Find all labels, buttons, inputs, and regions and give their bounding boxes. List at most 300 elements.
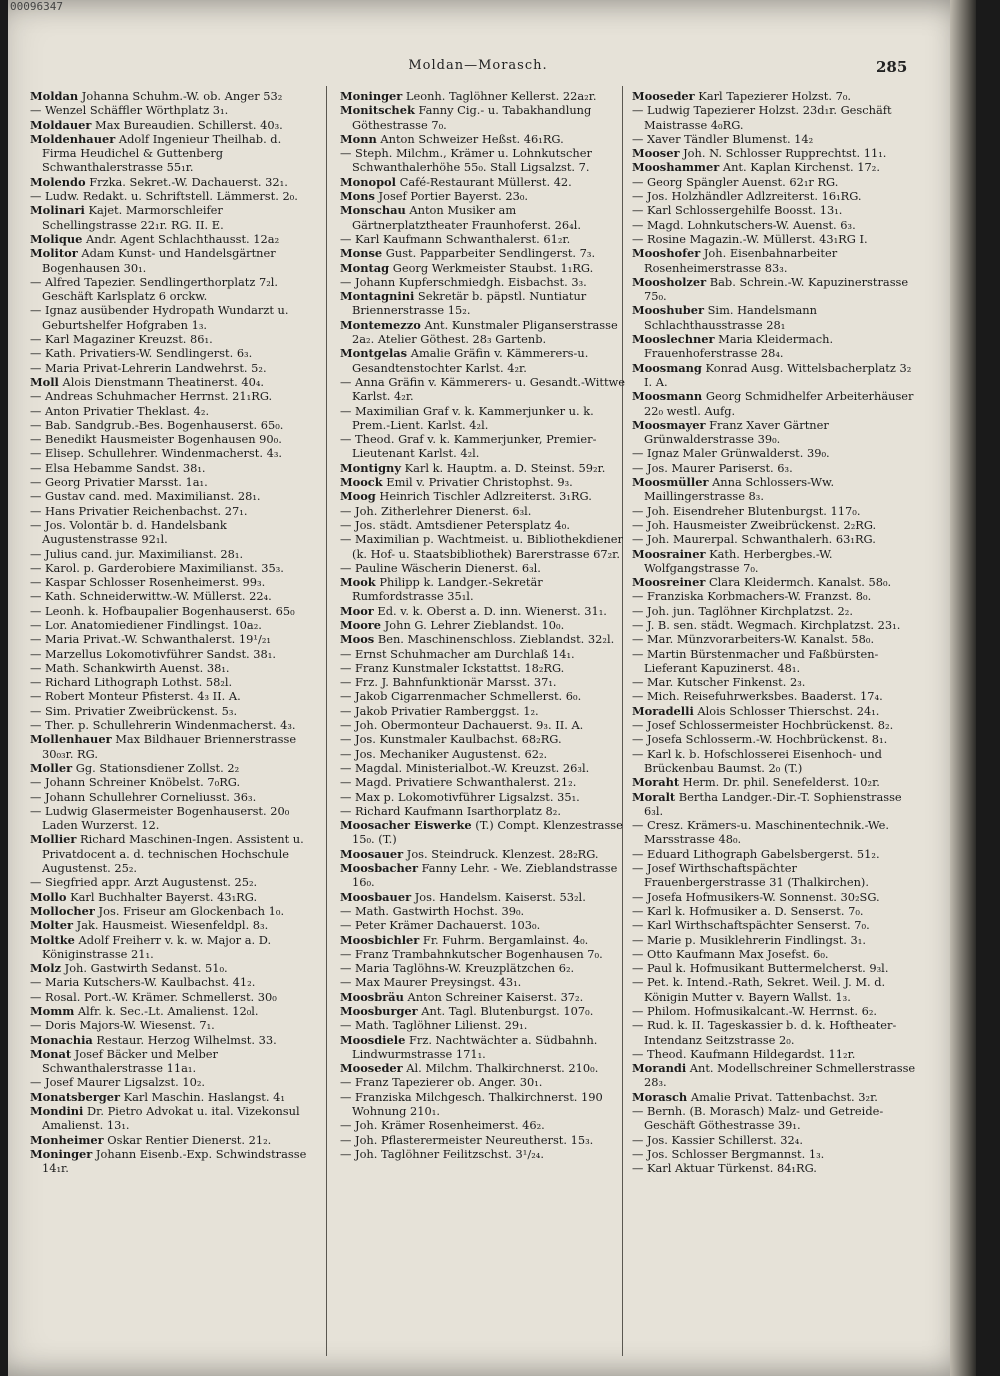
directory-entry xyxy=(340,661,626,675)
entry-details: Adolf Ingenieur Theilhab. d. Firma Heudichel & Guttenberg Schwanthalerstrasse 55₁r. xyxy=(42,131,282,175)
entry-surname: — xyxy=(30,775,42,790)
directory-entry xyxy=(632,103,918,132)
entry-details: Karl k. Hauptm. a. D. Steinst. 59₂r. xyxy=(400,460,606,475)
entry-surname: — xyxy=(632,446,644,461)
entry-details: Josef Wirthschaftspächter Frauenbergerstrasse 31 (Thalkirchen). xyxy=(643,861,869,890)
entry-surname: Moldan xyxy=(30,89,79,103)
directory-entry xyxy=(340,689,626,703)
entry-surname: — xyxy=(340,146,352,161)
directory-entry xyxy=(632,575,918,589)
entry-surname: — xyxy=(632,231,644,246)
entry-surname: Molz xyxy=(30,961,62,976)
directory-entry xyxy=(632,189,918,203)
entry-surname: Moosauer xyxy=(340,846,404,861)
directory-entry xyxy=(30,675,316,689)
entry-surname: — xyxy=(632,203,644,218)
directory-entry xyxy=(632,689,918,703)
entry-surname: Moralt xyxy=(632,789,676,804)
directory-entry xyxy=(340,775,626,789)
directory-column-2 xyxy=(340,89,626,1161)
directory-entry xyxy=(30,518,316,547)
entry-surname: — xyxy=(340,1146,352,1161)
directory-entry xyxy=(632,232,918,246)
entry-details: J. B. sen. städt. Wegmach. Kirchplatzst. 23₁. xyxy=(643,617,901,632)
directory-entry xyxy=(30,203,316,232)
entry-surname: — xyxy=(340,231,352,246)
entry-details: Marzellus Lokomotivführer Sandst. 38₁. xyxy=(41,646,276,661)
directory-entry xyxy=(30,1147,316,1176)
entry-details: Joh. Zitherlehrer Dienerst. 6₃l. xyxy=(351,503,532,518)
entry-details: Johann Schullehrer Corneliusst. 36₃. xyxy=(41,789,257,804)
entry-details: Joh. Gastwirth Sedanst. 51₀. xyxy=(61,961,228,976)
entry-surname: — xyxy=(30,103,42,118)
entry-surname: — xyxy=(632,1018,644,1033)
directory-entry xyxy=(340,890,626,904)
entry-surname: Moltke xyxy=(30,932,75,947)
entry-details: Josefa Schlosserm.-W. Hochbrückenst. 8₁. xyxy=(643,732,888,747)
directory-entry xyxy=(340,732,626,746)
entry-details: Kajet. Marmorschleifer Schellingstrasse 22₁r. RG. II. E. xyxy=(42,203,224,232)
entry-surname: Moosdiele xyxy=(340,1032,406,1047)
entry-details: Bertha Landger.-Dir.-T. Sophienstrasse 6₃l. xyxy=(644,789,902,818)
entry-details: Ben. Maschinenschloss. Zieblandst. 32₂l. xyxy=(374,632,615,647)
entry-surname: Moore xyxy=(340,617,382,632)
entry-details: Franz Xaver Gärtner Grünwalderstrasse 39₀. xyxy=(644,417,829,447)
entry-details: Eduard Lithograph Gabelsbergerst. 51₂. xyxy=(643,846,880,861)
entry-details: Ther. p. Schullehrerin Windenmacherst. 4₃. xyxy=(41,718,296,733)
entry-details: Josef Schlossermeister Hochbrückenst. 8₂. xyxy=(643,718,894,733)
entry-details: Jos. Holzhändler Adlzreiterst. 16₁RG. xyxy=(643,189,862,204)
directory-entry xyxy=(30,375,316,389)
entry-details: Jos. Kunstmaler Kaulbachst. 68₂RG. xyxy=(351,732,562,747)
entry-surname: — xyxy=(632,918,644,933)
entry-surname: Molter xyxy=(30,918,74,933)
directory-entry xyxy=(340,632,626,646)
entry-surname: — xyxy=(632,103,644,118)
entry-details: Maria Privat-Lehrerin Landwehrst. 5₂. xyxy=(41,360,267,375)
entry-surname: — xyxy=(340,432,352,447)
entry-details: Kaspar Schlosser Rosenheimerst. 99₃. xyxy=(41,575,266,590)
entry-surname: — xyxy=(30,803,42,818)
entry-surname: — xyxy=(340,1089,352,1104)
entry-surname: — xyxy=(632,689,644,704)
entry-surname: — xyxy=(30,503,42,518)
directory-entry xyxy=(632,203,918,217)
directory-entry xyxy=(632,918,918,932)
entry-surname: Moosmang xyxy=(632,360,702,375)
entry-details: Karl k. b. Hofschlosserei Eisenhoch- und Brückenbau Baumst. 2₀ (T.) xyxy=(643,746,882,775)
entry-details: Theod. Graf v. k. Kammerjunker, Premier-Lieutenant Karlst. 4₂l. xyxy=(351,432,597,461)
directory-entry xyxy=(632,146,918,160)
entry-surname: Morasch xyxy=(632,1089,688,1104)
entry-surname: — xyxy=(30,432,42,447)
entry-surname: Mooshammer xyxy=(632,160,720,175)
entry-details: Georg Werkmeister Staubst. 1₁RG. xyxy=(389,260,594,275)
entry-surname: — xyxy=(30,303,42,318)
directory-entry xyxy=(340,933,626,947)
entry-details: Richard Kaufmann Isarthorplatz 8₂. xyxy=(351,803,561,818)
entry-details: Theod. Kaufmann Hildegardst. 11₂r. xyxy=(643,1046,856,1061)
entry-surname: Moosacher Eiswerke xyxy=(340,818,472,833)
directory-entry xyxy=(340,790,626,804)
entry-details: Dr. Pietro Advokat u. ital. Vizekonsul Amalienst. 13₁. xyxy=(42,1104,300,1133)
directory-entry xyxy=(30,1075,316,1089)
entry-surname: Moosholzer xyxy=(632,274,707,289)
entry-details: Maximilian p. Wachtmeist. u. Bibliothekdiener (k. Hof- u. Staatsbibliothek) Barerstrasse 67₂r. xyxy=(351,532,623,561)
entry-surname: — xyxy=(632,846,644,861)
directory-entry xyxy=(632,1161,918,1175)
entry-surname: — xyxy=(30,417,42,432)
directory-entry xyxy=(340,904,626,918)
directory-entry xyxy=(30,604,316,618)
directory-entry xyxy=(340,918,626,932)
entry-surname: — xyxy=(632,1146,644,1161)
entry-details: Philom. Hofmusikalcant.-W. Herrnst. 6₂. xyxy=(643,1004,878,1018)
entry-surname: — xyxy=(30,332,42,347)
entry-details: Fr. Fuhrm. Bergamlainst. 4₀. xyxy=(419,932,589,947)
entry-surname: — xyxy=(30,517,42,532)
directory-entry xyxy=(632,704,918,718)
entry-surname: Moller xyxy=(30,760,73,775)
entry-surname: — xyxy=(632,1132,644,1147)
entry-surname: — xyxy=(340,1075,352,1090)
entry-details: Franz Kunstmaler Ickstattst. 18₂RG. xyxy=(351,660,565,675)
entry-surname: — xyxy=(340,532,352,547)
directory-entry xyxy=(30,404,316,418)
entry-surname: — xyxy=(340,903,352,918)
directory-entry xyxy=(632,475,918,504)
entry-details: Ignaz ausübender Hydropath Wundarzt u. Geburtshelfer Hofgraben 1₃. xyxy=(41,303,289,332)
directory-entry xyxy=(632,975,918,1004)
entry-surname: — xyxy=(632,617,644,632)
directory-entry xyxy=(632,332,918,361)
page-number: 285 xyxy=(876,58,908,76)
entry-surname: — xyxy=(30,1075,42,1090)
directory-entry xyxy=(340,604,626,618)
entry-details: Heinrich Tischler Adlzreiterst. 3₁RG. xyxy=(375,489,592,504)
entry-details: Alois Dienstmann Theatinerst. 40₄. xyxy=(58,374,265,389)
entry-details: Joh. Krämer Rosenheimerst. 46₂. xyxy=(351,1118,545,1133)
directory-entry xyxy=(340,975,626,989)
directory-entry xyxy=(632,303,918,332)
directory-entry xyxy=(632,504,918,518)
entry-details: Joh. Eisenbahnarbeiter Rosenheimerstrasse 83₃. xyxy=(644,246,838,275)
entry-surname: — xyxy=(632,517,644,532)
directory-column-3 xyxy=(632,89,918,1176)
entry-surname: Monitschek xyxy=(340,103,415,118)
entry-surname: Moosreiner xyxy=(632,575,706,590)
entry-details: Mar. Münzvorarbeiters-W. Kanalst. 58₀. xyxy=(643,632,875,647)
directory-entry xyxy=(632,389,918,418)
entry-surname: — xyxy=(632,532,644,547)
directory-entry xyxy=(30,475,316,489)
entry-details: Fanny Cig.- u. Tabakhandlung Göthestrasse 7₀. xyxy=(352,103,592,132)
entry-surname: — xyxy=(30,575,42,590)
directory-entry xyxy=(30,647,316,661)
entry-surname: — xyxy=(340,517,352,532)
entry-surname: — xyxy=(632,675,644,690)
entry-details: Doris Majors-W. Wiesenst. 7₁. xyxy=(41,1018,215,1033)
entry-surname: — xyxy=(340,775,352,790)
directory-entry xyxy=(30,933,316,962)
entry-surname: Monopol xyxy=(340,174,396,189)
entry-surname: — xyxy=(632,718,644,733)
directory-entry xyxy=(30,689,316,703)
entry-details: Joh. Eisendreher Blutenburgst. 117₀. xyxy=(643,503,861,518)
entry-details: Leonh. k. Hofbaupalier Bogenhauserst. 65₀ xyxy=(41,603,295,618)
entry-details: Johanna Schuhm.-W. ob. Anger 53₂ xyxy=(78,89,283,103)
entry-surname: — xyxy=(30,403,42,418)
entry-surname: — xyxy=(632,217,644,232)
directory-entry xyxy=(30,990,316,1004)
entry-surname: Monheimer xyxy=(30,1132,104,1147)
entry-surname: — xyxy=(632,589,644,604)
entry-details: Anton Musiker am Gärtnerplatztheater Fraunhoferst. 26₄l. xyxy=(352,203,581,232)
entry-surname: — xyxy=(632,861,644,876)
directory-entry xyxy=(30,432,316,446)
entry-details: Elsa Hebamme Sandst. 38₁. xyxy=(41,460,206,475)
entry-surname: Moosmayer xyxy=(632,417,706,432)
entry-details: Xaver Tändler Blumenst. 14₂ xyxy=(643,131,814,146)
entry-surname: — xyxy=(632,961,644,976)
directory-entry xyxy=(632,361,918,390)
entry-surname: — xyxy=(632,646,644,661)
directory-entry xyxy=(30,1104,316,1133)
entry-surname: Momm xyxy=(30,1004,75,1018)
entry-surname: Moninger xyxy=(340,89,403,103)
directory-entry xyxy=(632,1061,918,1090)
entry-surname: — xyxy=(30,489,42,504)
directory-entry xyxy=(340,847,626,861)
entry-surname: Mooseder xyxy=(340,1061,403,1076)
directory-entry xyxy=(30,961,316,975)
entry-surname: — xyxy=(340,503,352,518)
entry-details: Gust. Papparbeiter Sendlingerst. 7₃. xyxy=(382,246,596,261)
directory-entry xyxy=(632,675,918,689)
entry-details: Elisep. Schullehrer. Windenmacherst. 4₃. xyxy=(41,446,283,461)
entry-details: Ant. Kunstmaler Pliganserstrasse 2a₂. Atelier Göthest. 28₃ Gartenb. xyxy=(352,317,618,347)
entry-details: Rosine Magazin.-W. Müllerst. 43₁RG I. xyxy=(643,231,868,246)
directory-entry xyxy=(340,861,626,890)
directory-entry xyxy=(340,1075,626,1089)
entry-details: Frz. Nachtwächter a. Südbahnh. Lindwurmstrasse 171₁. xyxy=(352,1032,598,1061)
entry-details: Alfr. k. Sec.-Lt. Amalienst. 12₀l. xyxy=(74,1004,259,1018)
entry-surname: — xyxy=(30,646,42,661)
directory-entry xyxy=(30,461,316,475)
entry-surname: — xyxy=(340,1018,352,1033)
directory-entry xyxy=(30,1033,316,1047)
entry-details: Josef Portier Bayerst. 23₀. xyxy=(374,189,529,204)
entry-surname: — xyxy=(30,589,42,604)
directory-entry xyxy=(340,618,626,632)
entry-details: Jos. Steindruck. Klenzest. 28₂RG. xyxy=(403,846,599,861)
directory-entry xyxy=(340,761,626,775)
entry-surname: — xyxy=(340,789,352,804)
directory-entry xyxy=(30,704,316,718)
directory-entry xyxy=(340,532,626,561)
entry-surname: — xyxy=(30,703,42,718)
directory-entry xyxy=(30,389,316,403)
entry-details: Pet. k. Intend.-Rath, Sekret. Weil. J. M. d. Königin Mutter v. Bayern Wallst. 1₃. xyxy=(643,975,886,1004)
entry-surname: Montemezzo xyxy=(340,317,421,332)
entry-details: Maria Kutschers-W. Kaulbachst. 41₂. xyxy=(41,975,256,990)
directory-entry xyxy=(340,1061,626,1075)
entry-details: Mich. Reisefuhrwerksbes. Baaderst. 17₄. xyxy=(643,689,883,704)
directory-entry xyxy=(340,318,626,347)
directory-entry xyxy=(340,704,626,718)
entry-surname: — xyxy=(632,889,644,904)
entry-surname: — xyxy=(30,617,42,632)
entry-details: Franz Tapezierer ob. Anger. 30₁. xyxy=(351,1075,543,1090)
entry-surname: — xyxy=(30,603,42,618)
directory-entry xyxy=(340,1147,626,1161)
entry-surname: — xyxy=(632,189,644,204)
directory-column-1 xyxy=(30,89,316,1176)
directory-entry xyxy=(30,118,316,132)
directory-entry xyxy=(340,489,626,503)
directory-entry xyxy=(30,189,316,203)
directory-entry xyxy=(30,775,316,789)
entry-details: Karl Wirthschaftspächter Senserst. 7₀. xyxy=(643,918,870,933)
entry-surname: — xyxy=(30,274,42,289)
directory-entry xyxy=(340,175,626,189)
entry-details: Math. Schankwirth Auenst. 38₁. xyxy=(41,660,230,675)
entry-details: Oskar Rentier Dienerst. 21₂. xyxy=(103,1132,272,1147)
entry-surname: Monse xyxy=(340,246,383,261)
directory-entry xyxy=(30,332,316,346)
entry-details: Karol. p. Garderobiere Maximilianst. 35₃. xyxy=(41,560,284,575)
directory-page xyxy=(8,0,976,1376)
directory-entry xyxy=(340,461,626,475)
directory-entry xyxy=(340,647,626,661)
directory-entry xyxy=(632,518,918,532)
entry-details: Anna Gräfin v. Kämmerers- u. Gesandt.-Wittwe Karlst. 4₂r. xyxy=(351,374,626,404)
directory-entry xyxy=(632,446,918,460)
entry-details: Max p. Lokomotivführer Ligsalzst. 35₁. xyxy=(351,789,580,804)
entry-surname: — xyxy=(632,746,644,761)
directory-entry xyxy=(632,775,918,789)
directory-entry xyxy=(30,1004,316,1018)
entry-surname: Monn xyxy=(340,131,377,146)
entry-details: Steph. Milchm., Krämer u. Lohnkutscher Schwanthalerhöhe 55₀. Stall Ligsalzst. 7. xyxy=(351,146,592,175)
entry-details: Clara Kleidermch. Kanalst. 58₀. xyxy=(705,575,892,590)
entry-details: Johann Kupferschmiedgh. Eisbachst. 3₃. xyxy=(351,274,587,289)
entry-surname: — xyxy=(340,918,352,933)
entry-surname: Mooshuber xyxy=(632,303,704,318)
entry-details: Georg Spängler Auenst. 62₁r RG. xyxy=(643,174,839,189)
entry-surname: Mook xyxy=(340,575,376,590)
directory-entry xyxy=(340,103,626,132)
entry-surname: — xyxy=(340,718,352,733)
entry-surname: — xyxy=(340,961,352,976)
entry-surname: Morandi xyxy=(632,1061,687,1076)
entry-surname: — xyxy=(340,660,352,675)
entry-surname: Moraht xyxy=(632,775,680,790)
entry-surname: — xyxy=(340,1118,352,1133)
directory-entry xyxy=(340,718,626,732)
entry-details: Jos. Kassier Schillerst. 32₄. xyxy=(643,1132,803,1147)
directory-entry xyxy=(632,604,918,618)
entry-details: Maria Taglöhns-W. Kreuzplätzchen 6₂. xyxy=(351,961,575,976)
directory-entry xyxy=(340,289,626,318)
entry-surname: — xyxy=(632,732,644,747)
entry-surname: Montagnini xyxy=(340,289,415,304)
entry-surname: Moosbauer xyxy=(340,889,412,904)
entry-surname: — xyxy=(30,475,42,490)
entry-details: Ludwig Glasermeister Bogenhauserst. 20₀ Laden Wurzerst. 12. xyxy=(41,803,290,833)
entry-surname: — xyxy=(30,975,42,990)
entry-surname: Moradelli xyxy=(632,703,694,718)
entry-details: Franziska Korbmachers-W. Franzst. 8₀. xyxy=(643,589,872,604)
directory-entry xyxy=(30,804,316,833)
directory-entry xyxy=(340,675,626,689)
entry-surname: — xyxy=(30,389,42,404)
entry-surname: Moosbacher xyxy=(340,861,419,876)
entry-surname: — xyxy=(30,546,42,561)
entry-surname: Moog xyxy=(340,489,376,504)
entry-surname: — xyxy=(340,675,352,690)
entry-details: Bernh. (B. Morasch) Malz- und Getreide-Geschäft Göthestrasse 39₁. xyxy=(643,1104,884,1133)
directory-entry xyxy=(340,232,626,246)
entry-details: Karl Buchhalter Bayerst. 43₁RG. xyxy=(66,889,258,904)
directory-entry xyxy=(632,1133,918,1147)
directory-entry xyxy=(340,261,626,275)
directory-entry xyxy=(340,246,626,260)
entry-details: Herm. Dr. phil. Senefelderst. 10₂r. xyxy=(679,775,880,790)
entry-details: Ant. Kaplan Kirchenst. 17₂. xyxy=(719,160,880,175)
directory-entry xyxy=(30,890,316,904)
entry-surname: — xyxy=(30,460,42,475)
entry-details: Gg. Stationsdiener Zollst. 2₂ xyxy=(72,760,240,775)
entry-surname: — xyxy=(340,1132,352,1147)
entry-details: Fanny Lehr. - We. Zieblandstrasse 16₀. xyxy=(352,861,618,890)
entry-surname: Molitor xyxy=(30,246,78,261)
entry-surname: — xyxy=(632,131,644,146)
directory-entry xyxy=(632,904,918,918)
entry-details: Ludw. Redakt. u. Schriftstell. Lämmerst. 2₀. xyxy=(41,189,298,204)
entry-surname: — xyxy=(340,274,352,289)
directory-entry xyxy=(30,1090,316,1104)
entry-details: Paul k. Hofmusikant Buttermelcherst. 9₃l. xyxy=(643,961,889,976)
directory-entry xyxy=(632,1090,918,1104)
directory-entry xyxy=(632,89,918,103)
entry-surname: Mollo xyxy=(30,889,67,904)
directory-entry xyxy=(30,132,316,175)
entry-details: Magdal. Ministerialbot.-W. Kreuzst. 26₃l. xyxy=(351,760,590,775)
entry-surname: — xyxy=(30,560,42,575)
directory-entry xyxy=(30,732,316,761)
entry-surname: Moor xyxy=(340,603,374,618)
entry-details: Al. Milchm. Thalkirchnerst. 210₀. xyxy=(402,1061,599,1076)
entry-details: Joh. jun. Taglöhner Kirchplatzst. 2₂. xyxy=(643,603,853,618)
entry-details: Jos. Schlosser Bergmannst. 1₃. xyxy=(643,1146,825,1161)
entry-details: Joh. Hausmeister Zweibrückenst. 2₂RG. xyxy=(643,517,877,532)
entry-details: Andreas Schuhmacher Herrnst. 21₁RG. xyxy=(41,389,273,404)
directory-entry xyxy=(30,618,316,632)
entry-details: Joh. Pflasterermeister Neureutherst. 15₃. xyxy=(351,1132,594,1147)
entry-details: Sim. Handelsmann Schlachthausstrasse 28₁ xyxy=(644,303,817,332)
entry-details: Kath. Herbergbes.-W. Wolfgangstrasse 7₀. xyxy=(644,546,833,575)
directory-entry xyxy=(632,732,918,746)
entry-surname: Molendo xyxy=(30,174,86,189)
directory-entry xyxy=(632,818,918,847)
directory-entry xyxy=(340,1018,626,1032)
entry-details: Amalie Gräfin v. Kämmerers-u. Gesandtenstochter Karlst. 4₂r. xyxy=(352,346,589,375)
entry-details: Joh. Maurerpal. Schwanthalerh. 63₁RG. xyxy=(643,532,876,547)
directory-entry xyxy=(632,933,918,947)
entry-details: Johann Eisenb.-Exp. Schwindstrasse 14₁r. xyxy=(42,1146,307,1176)
directory-entry xyxy=(340,518,626,532)
